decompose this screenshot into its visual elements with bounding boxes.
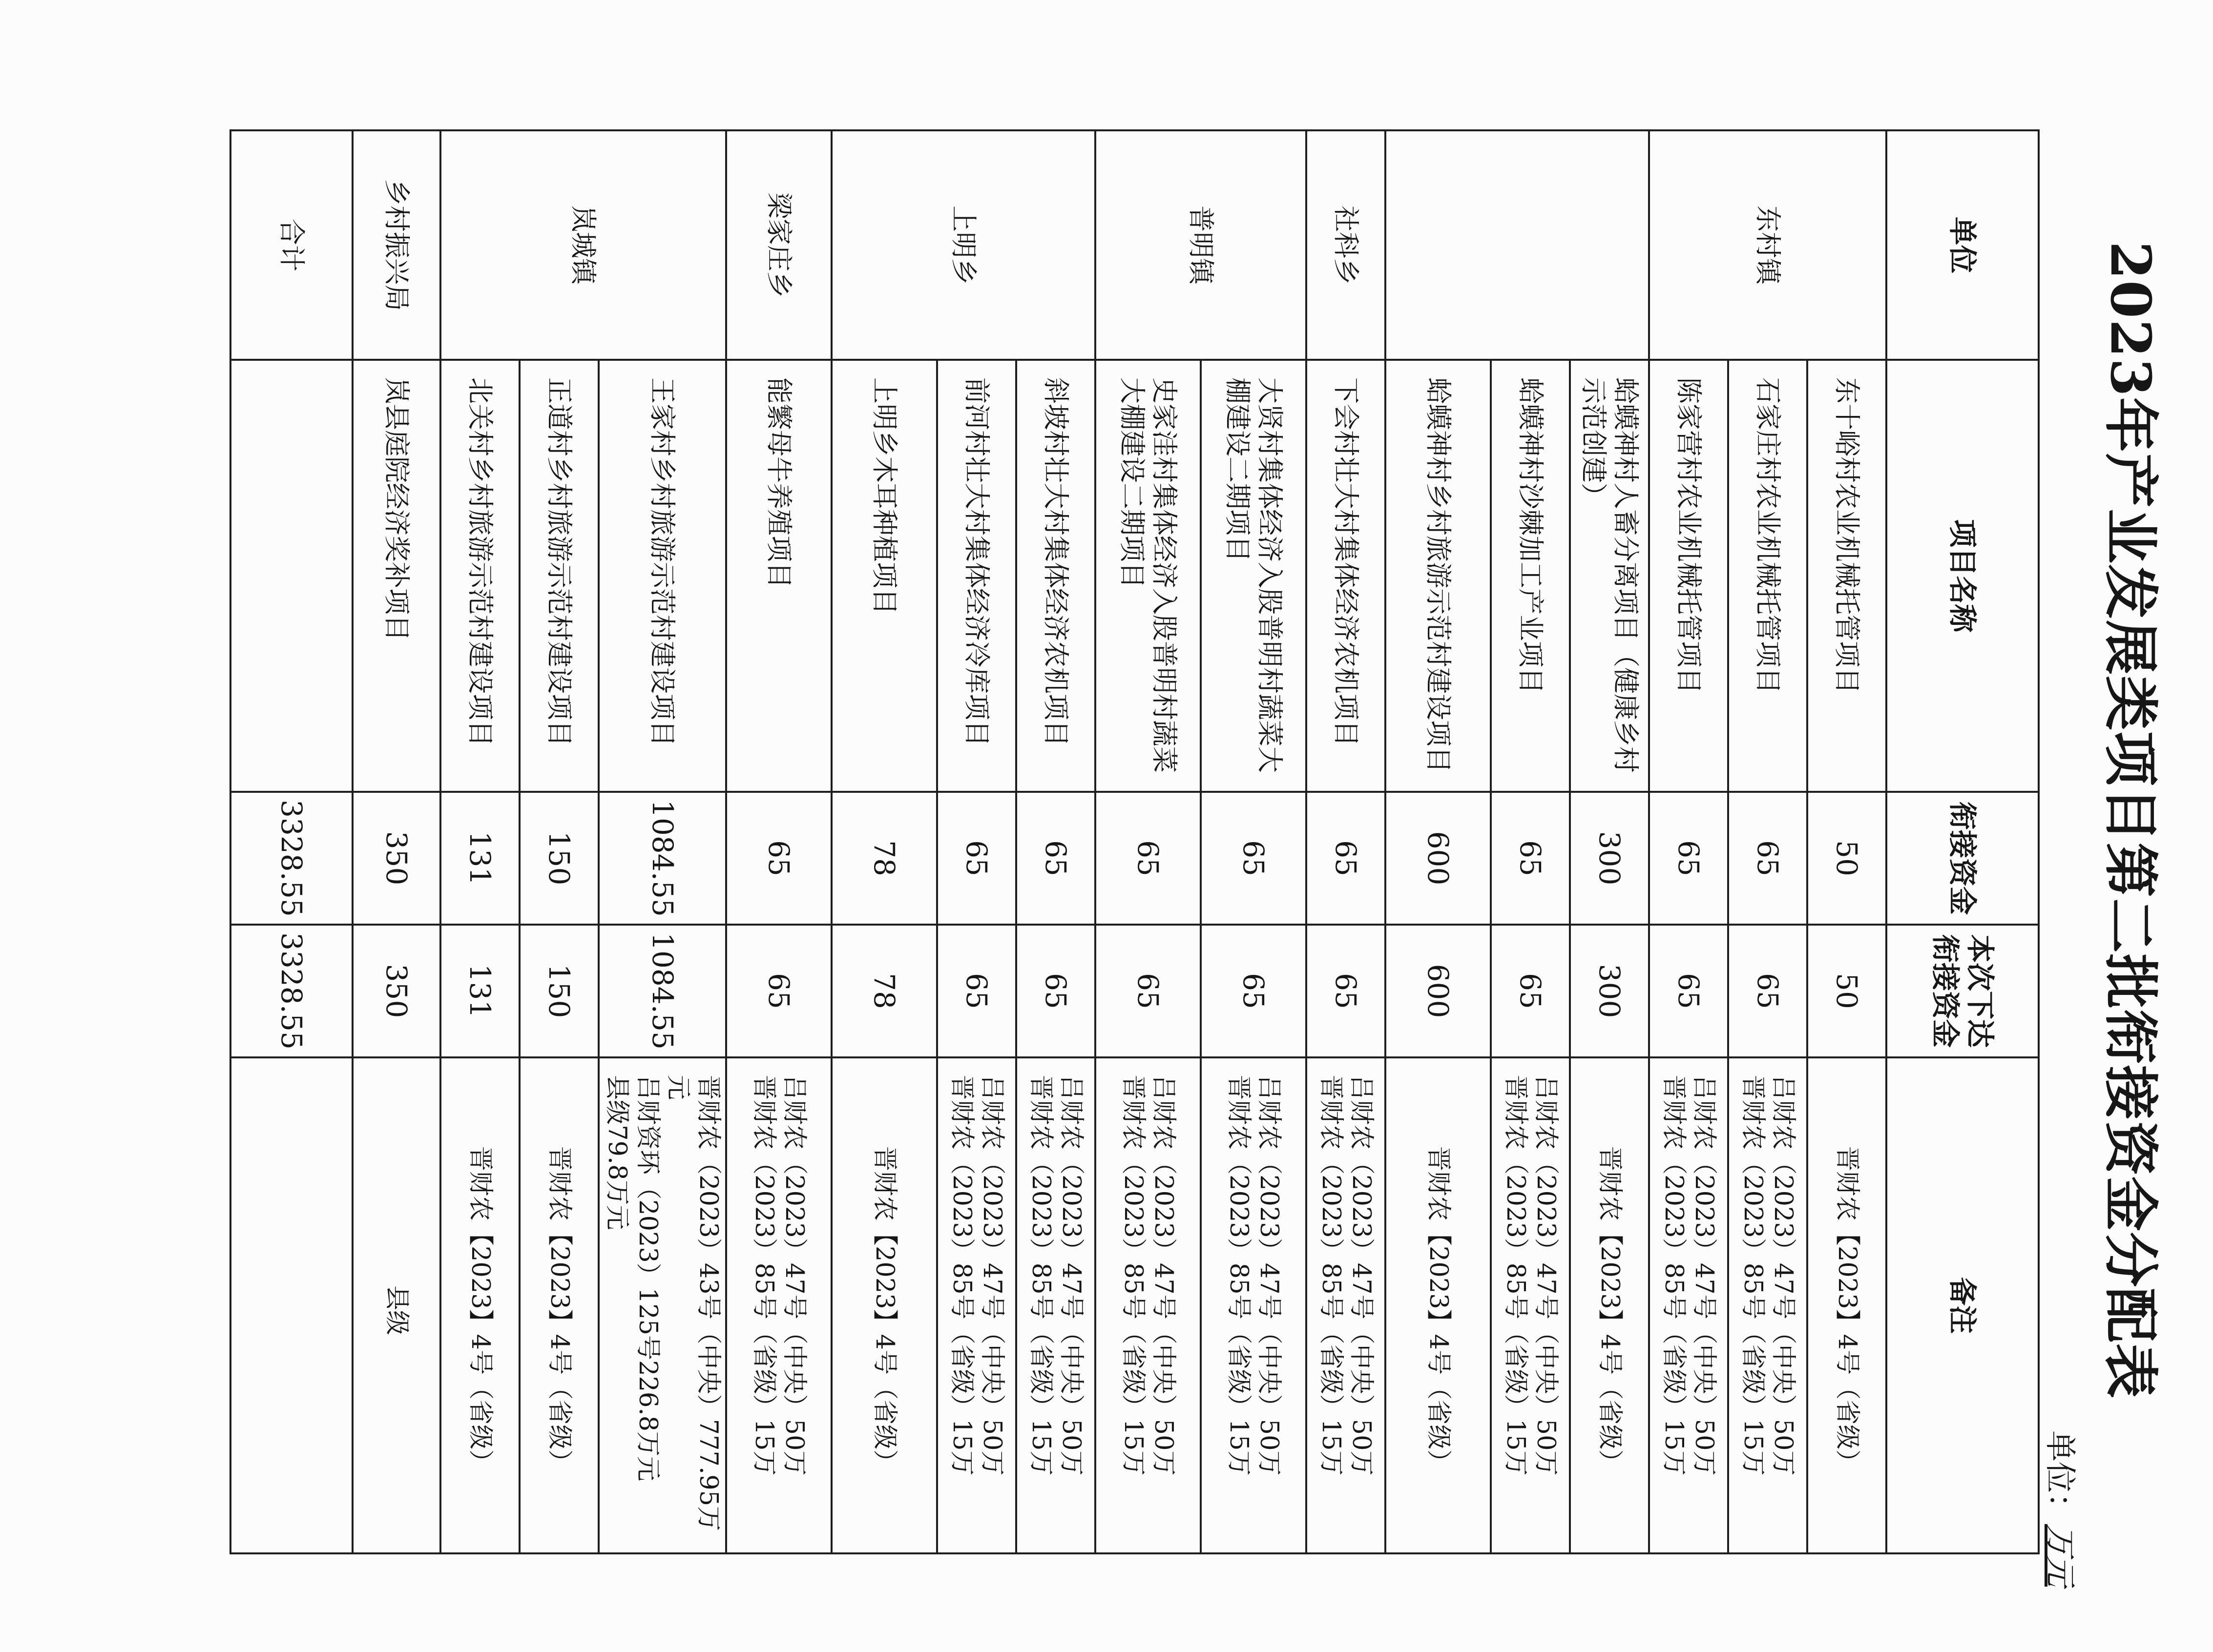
unit-cell-dongcun: 东村镇: [1649, 130, 1886, 360]
total-label: 合计: [230, 130, 353, 360]
funds-cell: 50: [1807, 792, 1886, 925]
issued-cell: 65: [1201, 925, 1306, 1057]
total-project-blank: [230, 360, 353, 792]
project-cell: 北关村乡村旅游示范村建设项目: [440, 360, 520, 792]
remark-cell: 晋财农【2023】4号（省级）: [1807, 1057, 1886, 1553]
funds-cell: 150: [520, 792, 599, 925]
funds-cell: 65: [1649, 792, 1728, 925]
issued-cell: 300: [1570, 925, 1649, 1057]
project-cell: 下会村壮大村集体经济农机项目: [1306, 360, 1385, 792]
total-remark-blank: [230, 1057, 353, 1553]
unit-cell-lancheng: 岚城镇: [440, 130, 726, 360]
remark-cell: 吕财农（2023）47号（中央）50万 晋财农（2023）85号（省级）15万: [1306, 1057, 1385, 1553]
project-cell: 前河村壮大村集体经济冷库项目: [937, 360, 1016, 792]
project-cell: 蛤蟆神村沙棘加工产业项目: [1491, 360, 1570, 792]
funds-cell: 78: [832, 792, 937, 925]
table-row: [353, 130, 440, 1553]
project-cell: 蛤蟆神村乡村旅游示范村建设项目: [1385, 360, 1491, 792]
issued-cell: 350: [353, 925, 440, 1057]
issued-cell: 78: [832, 925, 937, 1057]
issued-cell: 50: [1807, 925, 1886, 1057]
page-title: 2023年产业发展类项目第二批衔接资金分配表: [2098, 241, 2162, 1399]
unit-note: [2040, 1430, 2085, 1587]
remark-cell: 晋财农【2023】4号（省级）: [1385, 1057, 1491, 1553]
header-funds: 衔接资金: [1886, 792, 2039, 925]
table-row: [1570, 130, 1649, 1553]
table-header-row: [1886, 130, 2039, 1553]
remark-cell: 晋财农【2023】4号（省级）: [520, 1057, 599, 1553]
issued-cell: 65: [1306, 925, 1385, 1057]
funds-cell: 1084.55: [599, 792, 726, 925]
issued-cell: 65: [1095, 925, 1201, 1057]
remark-cell: 晋财农（2023）43号（中央）777.95万元 吕财资环（2023）125号226.8万元 县级79.8万元: [599, 1057, 726, 1553]
table-row: [599, 130, 726, 1553]
header-project: 项目名称: [1886, 360, 2039, 792]
unit-cell-puming: 普明镇: [1095, 130, 1306, 360]
table-row: [1306, 130, 1385, 1553]
issued-cell: 65: [1491, 925, 1570, 1057]
issued-cell: 65: [937, 925, 1016, 1057]
issued-cell: 65: [1649, 925, 1728, 1057]
header-issued-line1: 本次下达: [1963, 934, 1997, 1048]
remark-cell: 吕财农（2023）47号（中央）50万 晋财农（2023）85号（省级）15万: [1095, 1057, 1201, 1553]
project-cell: 斜坡村壮大村集体经济农机项目: [1016, 360, 1095, 792]
project-cell: 正道村乡村旅游示范村建设项目: [520, 360, 599, 792]
funds-cell: 350: [353, 792, 440, 925]
project-cell: 岚县庭院经济奖补项目: [353, 360, 440, 792]
table-row: [1807, 130, 1886, 1553]
project-cell: 东十峪村农业机械托管项目: [1807, 360, 1886, 792]
header-unit: 单位: [1886, 130, 2039, 360]
unit-cell-wangshi: [1385, 130, 1649, 360]
project-cell: 石家庄村农业机械托管项目: [1728, 360, 1807, 792]
unit-cell-sheke: 社科乡: [1306, 130, 1385, 360]
remark-cell: 吕财农（2023）47号（中央）50万 晋财农（2023）85号（省级）15万: [1201, 1057, 1306, 1553]
project-cell: 能繁母牛养殖项目: [726, 360, 832, 792]
header-issued-line2: 衔接资金: [1929, 934, 1962, 1048]
issued-cell: 65: [726, 925, 832, 1057]
funds-cell: 65: [1306, 792, 1385, 925]
project-cell: 蛤蟆神村人畜分离项目（健康乡村示范创建）: [1570, 360, 1649, 792]
remark-cell: 吕财农（2023）47号（中央）50万 晋财农（2023）85号（省级）15万: [726, 1057, 832, 1553]
total-row: [230, 130, 353, 1553]
funds-cell: 65: [726, 792, 832, 925]
remark-cell: 吕财农（2023）47号（中央）50万 晋财农（2023）85号（省级）15万: [1491, 1057, 1570, 1553]
issued-cell: 65: [1728, 925, 1807, 1057]
project-cell: 陈家营村农业机械托管项目: [1649, 360, 1728, 792]
funds-cell: 65: [1201, 792, 1306, 925]
unit-label: 单位：: [2042, 1430, 2078, 1524]
funds-cell: 65: [1095, 792, 1201, 925]
remark-cell: 晋财农【2023】4号（省级）: [1570, 1057, 1649, 1553]
table-row: [1016, 130, 1095, 1553]
funding-table: [230, 129, 2040, 1554]
table-body: [353, 130, 1886, 1553]
header-remark: 备注: [1886, 1057, 2039, 1553]
funds-cell: 600: [1385, 792, 1491, 925]
unit-cell-xiangcun: 乡村振兴局: [353, 130, 440, 360]
funds-cell: 300: [1570, 792, 1649, 925]
funds-cell: 65: [1728, 792, 1807, 925]
total-funds: 3328.55: [230, 792, 353, 925]
remark-cell: 吕财农（2023）47号（中央）50万 晋财农（2023）85号（省级）15万: [937, 1057, 1016, 1553]
remark-cell: 吕财农（2023）47号（中央）50万 晋财农（2023）85号（省级）15万: [1649, 1057, 1728, 1553]
remark-cell: 晋财农【2023】4号（省级）: [440, 1057, 520, 1553]
unit-cell-shangming: 上明乡: [832, 130, 1095, 360]
project-cell: 史家洼村集体经济入股普明村蔬菜大棚建设二期项目: [1095, 360, 1201, 792]
funds-cell: 131: [440, 792, 520, 925]
issued-cell: 65: [1016, 925, 1095, 1057]
unit-value: 万元: [2042, 1524, 2078, 1587]
remark-cell: 吕财农（2023）47号（中央）50万 晋财农（2023）85号（省级）15万: [1728, 1057, 1807, 1553]
remark-cell: 县级: [353, 1057, 440, 1553]
remark-cell: 吕财农（2023）47号（中央）50万 晋财农（2023）85号（省级）15万: [1016, 1057, 1095, 1553]
funds-cell: 65: [1016, 792, 1095, 925]
project-cell: 大贤村集体经济入股普明村蔬菜大棚建设二期项目: [1201, 360, 1306, 792]
unit-cell-liangjiazhuang: 梁家庄乡: [726, 130, 832, 360]
table-row: [726, 130, 832, 1553]
issued-cell: 600: [1385, 925, 1491, 1057]
issued-cell: 150: [520, 925, 599, 1057]
project-cell: 王家村乡村旅游示范村建设项目: [599, 360, 726, 792]
header-issued: [1886, 925, 2039, 1057]
project-cell: 上明乡木耳种植项目: [832, 360, 937, 792]
funds-cell: 65: [1491, 792, 1570, 925]
table-row: [1201, 130, 1306, 1553]
total-issued: 3328.55: [230, 925, 353, 1057]
issued-cell: 131: [440, 925, 520, 1057]
issued-cell: 1084.55: [599, 925, 726, 1057]
remark-cell: 晋财农【2023】4号（省级）: [832, 1057, 937, 1553]
funds-cell: 65: [937, 792, 1016, 925]
